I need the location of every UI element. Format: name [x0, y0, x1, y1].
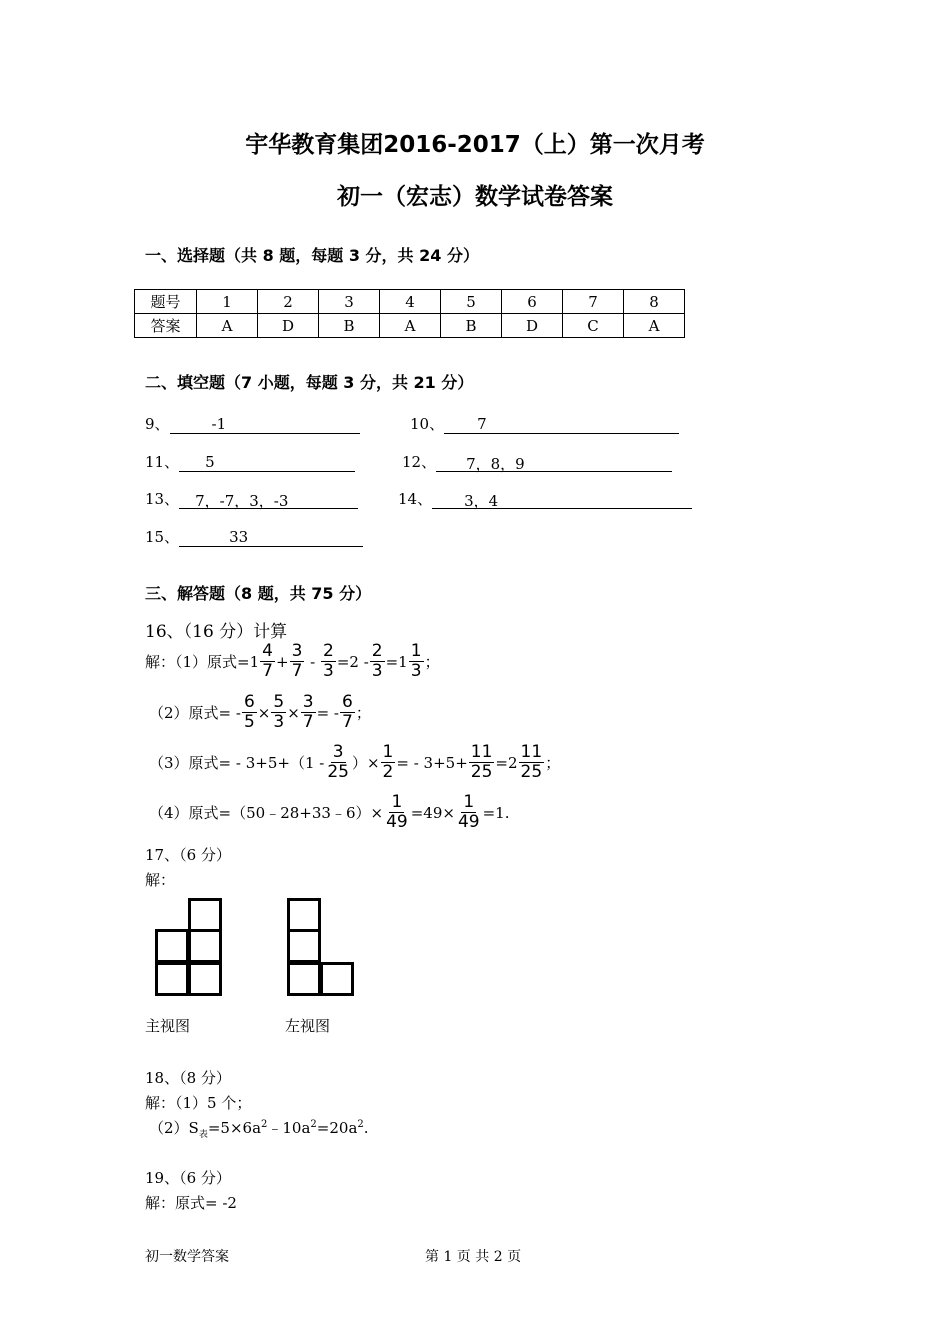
denominator: 3 — [323, 661, 334, 681]
q18-2-prefix: （2）S — [149, 1119, 199, 1137]
fill-q12 — [402, 451, 672, 472]
table-cell: 2 — [258, 290, 319, 314]
denominator: 5 — [243, 712, 255, 732]
end-text: ； — [355, 704, 371, 722]
front-view-figure — [155, 898, 223, 1000]
q16-part1: 解：（1）原式=1 $\frac{4}{7}$ + $\frac{3}{7}$ - $\frac{2}{3}$ =2 - $\frac{2}{3}$ =1 $\frac{1}{3}$ ； — [145, 641, 440, 681]
denominator: 25 — [470, 762, 493, 782]
q19-answer: 解：原式= -2 — [145, 1194, 237, 1212]
q18-title: 18、（8 分） — [145, 1069, 231, 1087]
section1-heading: 一、选择题（共 8 题，每题 3 分，共 24 分） — [145, 246, 479, 265]
exam-subtitle: 初一（宏志）数学试卷答案 — [337, 184, 613, 210]
fraction — [381, 743, 396, 782]
fill-q10 — [410, 413, 679, 434]
table-cell: A — [197, 314, 258, 338]
q16-part2: （2）原式= - $\frac{6}{5}$ × $\frac{5}{3}$ × $\frac{3}{7}$ = - $\frac{6}{7}$ ； — [149, 692, 371, 732]
q16-1-prefix: 解：（1）原式=1 — [145, 653, 260, 671]
q10-answer: 7 — [477, 415, 487, 433]
q11-answer: 5 — [205, 453, 215, 471]
q18-2-text: ﹣10a — [267, 1119, 311, 1137]
table-cell: 答案 — [135, 314, 197, 338]
fraction — [242, 693, 257, 732]
fill-q15 — [145, 526, 363, 547]
left-view-figure — [287, 898, 355, 1000]
q13-answer: 7，-7，3，-3 — [195, 492, 289, 510]
eq-text: =2 - — [336, 652, 369, 671]
q14-answer: 3，4 — [464, 492, 499, 510]
fraction — [301, 693, 316, 732]
table-cell: 7 — [563, 290, 624, 314]
eq-text: =2 — [495, 753, 518, 772]
fraction — [370, 642, 385, 681]
q16-3-prefix: （3）原式= - 3+5+（1 - — [149, 754, 325, 772]
q18-2-sub: 表 — [198, 1130, 208, 1140]
cube-square — [188, 962, 222, 996]
table-cell: 题号 — [135, 290, 197, 314]
end-text: =1. — [482, 803, 510, 822]
numerator: 1 — [410, 641, 422, 661]
footer-left: 初一数学答案 — [145, 1249, 229, 1265]
numerator: 1 — [391, 792, 403, 812]
fraction — [384, 793, 410, 832]
fill-q9 — [145, 413, 360, 434]
fill-q13 — [145, 488, 358, 509]
fraction — [325, 743, 351, 782]
numerator: 5 — [273, 692, 285, 712]
q16-part3 — [149, 743, 560, 782]
section3-heading: 三、解答题（8 题，共 75 分） — [145, 584, 372, 603]
eq-text: = - — [316, 703, 339, 722]
eq-text: =49× — [410, 803, 455, 822]
fraction — [340, 693, 355, 732]
exam-title: 宇华教育集团2016-2017（上）第一次月考 — [245, 132, 705, 158]
table-cell: B — [319, 314, 380, 338]
cube-square — [155, 929, 189, 963]
q11-label: 11、 — [145, 453, 180, 471]
fraction — [321, 642, 336, 681]
q12-label: 12、 — [402, 453, 437, 471]
q13-blank — [179, 490, 358, 509]
q9-label: 9、 — [145, 415, 170, 433]
q16-4-prefix: （4）原式=（50﹣28+33﹣6）× — [149, 804, 384, 822]
q12-blank — [436, 453, 672, 472]
cube-square — [287, 962, 321, 996]
table-cell: 1 — [197, 290, 258, 314]
table-cell: A — [380, 314, 441, 338]
q17-jie: 解： — [145, 871, 176, 889]
q10-blank — [444, 415, 679, 434]
q14-label: 14、 — [398, 490, 433, 508]
q10-label: 10、 — [410, 415, 445, 433]
denominator: 25 — [520, 762, 543, 782]
fraction — [290, 642, 305, 681]
q9-blank — [170, 415, 360, 434]
fraction — [519, 743, 545, 782]
denominator: 7 — [342, 712, 353, 732]
table-cell: B — [441, 314, 502, 338]
table-cell: 4 — [380, 290, 441, 314]
q18-part2 — [149, 1117, 369, 1140]
answer-table — [134, 289, 685, 338]
q9-answer: -1 — [211, 415, 227, 433]
table-cell: A — [624, 314, 685, 338]
numerator: 11 — [520, 742, 543, 762]
denominator: 49 — [386, 812, 408, 832]
table-row-answers — [135, 314, 685, 338]
numerator: 3 — [302, 692, 314, 712]
fraction — [260, 642, 275, 681]
numerator: 11 — [470, 742, 493, 762]
denominator: 7 — [262, 661, 273, 681]
q18-2-text: =5×6a — [207, 1119, 262, 1137]
denominator: 25 — [327, 762, 349, 782]
denominator: 7 — [302, 712, 314, 732]
front-view-caption: 主视图 — [145, 1017, 191, 1035]
numerator: 6 — [342, 692, 353, 712]
section2-heading: 二、填空题（7 小题，每题 3 分，共 21 分） — [145, 373, 474, 392]
exponent: 2 — [310, 1119, 317, 1130]
table-row-numbers — [135, 290, 685, 314]
q18-part1: 解：（1）5 个； — [145, 1094, 252, 1112]
q18-2-text: =20a — [316, 1119, 358, 1137]
denominator: 3 — [371, 661, 383, 681]
q16-title: 16、（16 分）计算 — [145, 622, 288, 642]
denominator: 3 — [273, 712, 285, 732]
denominator: 3 — [410, 661, 422, 681]
q19-title: 19、（6 分） — [145, 1169, 231, 1187]
q13-label: 13、 — [145, 490, 180, 508]
mid-text: ）× — [351, 754, 380, 772]
numerator: 1 — [463, 792, 475, 812]
denominator: 49 — [457, 812, 480, 832]
table-cell: 6 — [502, 290, 563, 314]
q15-answer: 33 — [229, 528, 249, 546]
numerator: 4 — [262, 641, 273, 661]
table-cell: 5 — [441, 290, 502, 314]
numerator: 3 — [291, 641, 303, 661]
end-text: ； — [424, 653, 440, 671]
numerator: 3 — [332, 742, 344, 762]
cube-square — [188, 898, 222, 932]
footer-page: 第 1 页 共 2 页 — [425, 1249, 522, 1265]
numerator: 1 — [382, 742, 394, 762]
q15-label: 15、 — [145, 528, 180, 546]
q16-part4 — [149, 793, 509, 832]
q11-blank — [179, 453, 355, 472]
fraction — [271, 693, 286, 732]
fraction — [409, 642, 424, 681]
numerator: 2 — [323, 641, 334, 661]
q15-blank — [179, 528, 363, 547]
table-cell: 8 — [624, 290, 685, 314]
cube-square — [155, 962, 189, 996]
left-view-caption: 左视图 — [285, 1017, 331, 1035]
table-cell: D — [258, 314, 319, 338]
table-cell: C — [563, 314, 624, 338]
q18-2-end: . — [363, 1119, 369, 1137]
end-text: ； — [545, 754, 561, 772]
numerator: 6 — [243, 692, 255, 712]
eq-text: = - 3+5+ — [396, 753, 468, 772]
q17-title: 17、（6 分） — [145, 846, 231, 864]
numerator: 2 — [371, 641, 383, 661]
table-cell: D — [502, 314, 563, 338]
exponent: 2 — [357, 1119, 364, 1130]
denominator: 2 — [382, 762, 394, 782]
fill-q14 — [398, 488, 692, 509]
fill-q11 — [145, 451, 355, 472]
eq-text: =1 — [385, 652, 408, 671]
denominator: 7 — [291, 661, 303, 681]
cube-square — [320, 962, 354, 996]
fraction — [456, 793, 482, 832]
table-cell: 3 — [319, 290, 380, 314]
cube-square — [287, 898, 321, 932]
fraction — [469, 743, 495, 782]
exponent: 2 — [261, 1119, 268, 1130]
q14-blank — [432, 490, 692, 509]
cube-square — [287, 929, 321, 963]
q16-2-prefix: （2）原式= - — [149, 704, 241, 722]
q12-answer: 7，8，9 — [466, 455, 525, 473]
cube-square — [188, 929, 222, 963]
